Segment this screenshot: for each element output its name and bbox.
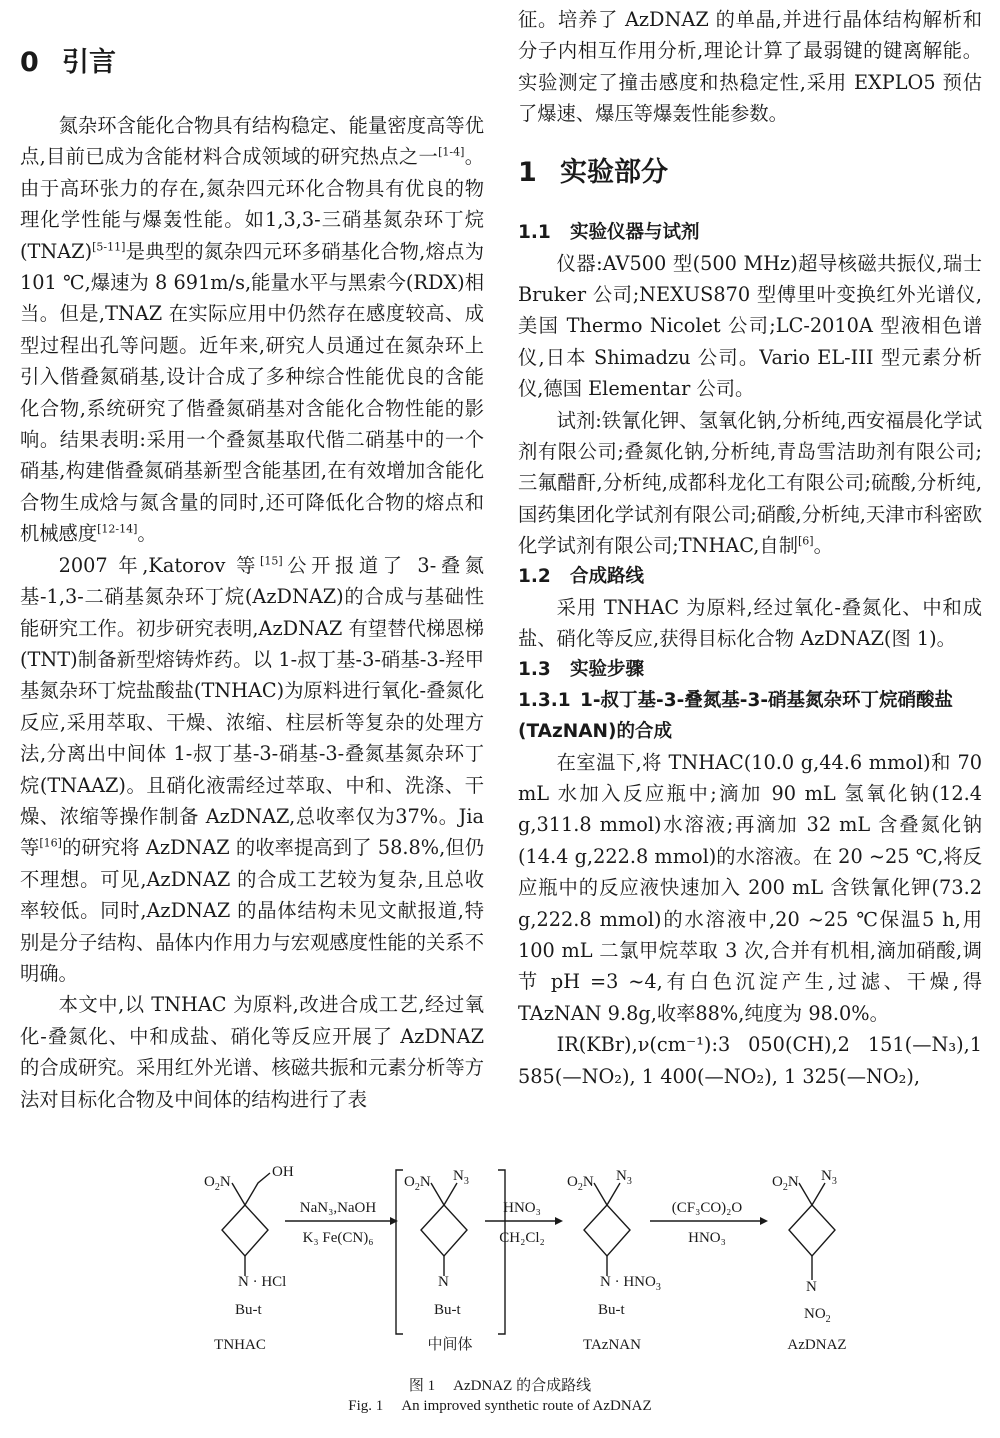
figure-caption-english: Fig. 1 An improved synthetic route of AzDNAZ — [348, 1398, 652, 1414]
bracket-left — [396, 1170, 403, 1334]
section-heading-introduction — [20, 46, 484, 80]
citation: [5-11] — [92, 240, 126, 254]
section-heading-experimental — [518, 156, 982, 190]
intro-paragraph-3-continued: 征。培养了 AzDNAZ 的单晶,并进行晶体结构解析和分子内相互作用分析,理论计算了最弱键的键离解能。实验测定了撞击感度和热稳定性,采用 EXPLO5 预估了爆速、爆压等爆轰性能参数。 — [518, 8, 982, 126]
synthesis-route-figure — [180, 1158, 880, 1358]
reagent-step3-bottom: HNO₃ — [688, 1230, 726, 1246]
figure-caption-chinese: 图 1 AzDNAZ 的合成路线 — [408, 1378, 592, 1394]
citation: [15] — [260, 554, 283, 568]
svg-text:O2N: $O_2N$ — [404, 1174, 431, 1193]
reagents-paragraph: 试剂:铁氰化钾、氢氧化钠,分析纯,西安福晨化学试剂有限公司;叠氮化钠,分析纯,青岛雪洁助剂有限公司;三氟醋酐,分析纯,成都科龙化工有限公司;硫酸,分析纯,国药集团化学试剂有限公司;硝酸,分析纯,天津市科密欧化学试剂有限公司;TNHAC,自制[6]。 — [518, 408, 982, 558]
left-column — [20, 0, 484, 1115]
azetidine-ring — [421, 1205, 467, 1256]
ir-data-paragraph: IR(KBr),ν(cm⁻¹):3 050(CH),2 151(—N₃),1 585(—NO₂), 1 400(—NO₂), 1 325(—NO₂), — [518, 1033, 982, 1088]
svg-text:O2N: $O_2N$ — [204, 1174, 231, 1193]
citation: [1-4] — [438, 145, 465, 159]
compound-label: TNHAC — [214, 1337, 266, 1353]
reagent-step1-bottom: K₃ Fe(CN)₆ — [302, 1230, 374, 1246]
compound-label: TAzNAN — [583, 1337, 641, 1353]
subsection-heading-1-1: 1.1 实验仪器与试剂 — [518, 221, 700, 243]
section-title: 实验部分 — [560, 156, 668, 188]
svg-text:N · HNO3: $N \cdot HNO_3$ — [600, 1274, 661, 1293]
procedure-paragraph: 在室温下,将 TNHAC(10.0 g,44.6 mmol)和 70 mL 水加入反应瓶中;滴加 90 mL 氢氧化钠(12.4 g,311.8 mmol)水溶液;再滴加 32 mL 含叠氮化钠(14.4 g,222.8 mmol)的水溶液。在 20 ~25 ℃,将反应瓶中的反应液快速加入 200 mL 含铁氰化钾(73.2 g,222.8 mmol)的水溶液中,20 ~25 ℃保温5 h,用 100 mL 二氯甲烷萃取 3 次,合并有机相,滴加硝酸,调节 pH =3 ~4,有白色沉淀产生,过滤、干燥,得 TAzNAN 9.8g,收率88%,纯度为 98.0%。 — [518, 750, 982, 1025]
right-column — [518, 0, 982, 1092]
reagent-step2-top: HNO₃ — [503, 1200, 541, 1216]
intro-paragraph-2: 2007 年,Katorov 等[15]公开报道了 3-叠氮基-1,3-二硝基氮杂环丁烷(AzDNAZ)的合成与基础性能研究工作。初步研究表明,AzDNAZ 有望替代梯恩梯(TNT)制备新型熔铸炸药。以 1-叔丁基-3-硝基-3-羟甲基氮杂环丁烷盐酸盐(TNHAC)为原料进行氧化-叠氮化反应,采用萃取、干燥、浓缩、柱层析等复杂的处理方法,分离出中间体 1-叔丁基-3-硝基-3-叠氮基氮杂环丁烷(TNAAZ)。且硝化液需经过萃取、中和、洗涤、干燥、浓缩等操作制备 AzDNAZ,总收率仅为37%。Jia 等[16]的研究将 AzDNAZ 的收率提高到了 58.8%,但仍不理想。可见,AzDNAZ 的合成工艺较为复杂,且总收率较低。同时,AzDNAZ 的晶体结构未见文献报道,特别是分子结构、晶体内作用力与宏观感度性能的关系不明确。 — [20, 553, 484, 985]
compound-label: AzDNAZ — [787, 1337, 847, 1353]
svg-text:O2N: $O_2N$ — [567, 1174, 594, 1193]
subsection-heading-1-3: 1.3 实验步骤 — [518, 658, 645, 680]
section-title: 引言 — [62, 47, 116, 78]
azetidine-ring — [584, 1205, 630, 1256]
reagent-step2-bottom: CH₂Cl₂ — [499, 1230, 545, 1246]
subsection-heading-1-2: 1.2 合成路线 — [518, 565, 645, 587]
instruments-paragraph: 仪器:AV500 型(500 MHz)超导核磁共振仪,瑞士 Bruker 公司;NEXUS870 型傅里叶变换红外光谱仪,美国 Thermo Nicolet 公司;LC-2010A 型液相色谱仪,日本 Shimadzu 公司。Vario EL-III 型元素分析仪,德国 Elementar 公司。 — [518, 251, 982, 401]
subsection-heading-1-3-1: 1.3.1 1-叔丁基-3-叠氮基-3-硝基氮杂环丁烷硝酸盐(TAzNAN)的合成 — [518, 689, 954, 742]
reagent-step3-top: (CF₃CO)₂O — [671, 1200, 743, 1216]
bracket-right — [498, 1170, 505, 1334]
reagent-step1-top: NaN₃,NaOH — [299, 1200, 377, 1216]
compound-label: 中间体 — [427, 1337, 473, 1353]
intro-paragraph-1: 氮杂环含能化合物具有结构稳定、能量密度高等优点,目前已成为含能材料合成领域的研究热点之一[1-4]。由于高环张力的存在,氮杂四元环化合物具有优良的物理化学性能与爆轰性能。如1,3,3-三硝基氮杂环丁烷(TNAZ)[5-11]是典型的氮杂四元环多硝基化合物,熔点为 101 ℃,爆速为 8 691m/s,能量水平与黑索今(RDX)相当。但是,TNAZ 在实际应用中仍然存在感度较高、成型过程出孔等问题。近年来,研究人员通过在氮杂环上引入偕叠氮硝基,设计合成了多种综合性能优良的含能化合物,系统研究了偕叠氮硝基对含能化合物性能的影响。结果表明:采用一个叠氮基取代偕二硝基中的一个硝基,构建偕叠氮硝基新型含能基团,在有效增加含能化合物生成焓与氮含量的同时,还可降低化合物的熔点和机械感度[12-14]。 — [20, 114, 484, 546]
svg-text:OH: OH — [272, 1164, 294, 1180]
citation: [16] — [39, 836, 62, 850]
intro-paragraph-3: 本文中,以 TNHAC 为原料,改进合成工艺,经过氧化-叠氮化、中和成盐、硝化等反应开展了 AzDNAZ 的合成研究。采用红外光谱、核磁共振和元素分析等方法对目标化合物及中间体的结构进行了表 — [20, 993, 484, 1111]
svg-text:N: N — [438, 1274, 449, 1290]
svg-text:N3: $N_3$ — [616, 1168, 632, 1187]
azetidine-ring — [789, 1205, 835, 1256]
svg-text:Bu-t: Bu-t — [434, 1302, 461, 1318]
citation: [12-14] — [97, 522, 138, 536]
svg-text:N3: $N_3$ — [453, 1168, 469, 1187]
citation: [6] — [797, 534, 814, 548]
svg-text:N · HCl: N · HCl — [238, 1274, 287, 1290]
section-number: 0 — [20, 47, 39, 78]
azetidine-ring — [222, 1205, 268, 1256]
svg-text:O2N: $O_2N$ — [772, 1174, 799, 1193]
svg-text:N3: $N_3$ — [821, 1168, 837, 1187]
route-paragraph: 采用 TNHAC 为原料,经过氧化-叠氮化、中和成盐、硝化等反应,获得目标化合物 AzDNAZ(图 1)。 — [518, 595, 982, 651]
svg-text:NO2: $NO_2$ — [804, 1306, 831, 1325]
svg-text:N: N — [806, 1279, 817, 1295]
reaction-scheme — [180, 1158, 880, 1358]
section-number: 1 — [518, 156, 537, 188]
svg-text:Bu-t: Bu-t — [598, 1302, 625, 1318]
svg-text:Bu-t: Bu-t — [235, 1302, 262, 1318]
